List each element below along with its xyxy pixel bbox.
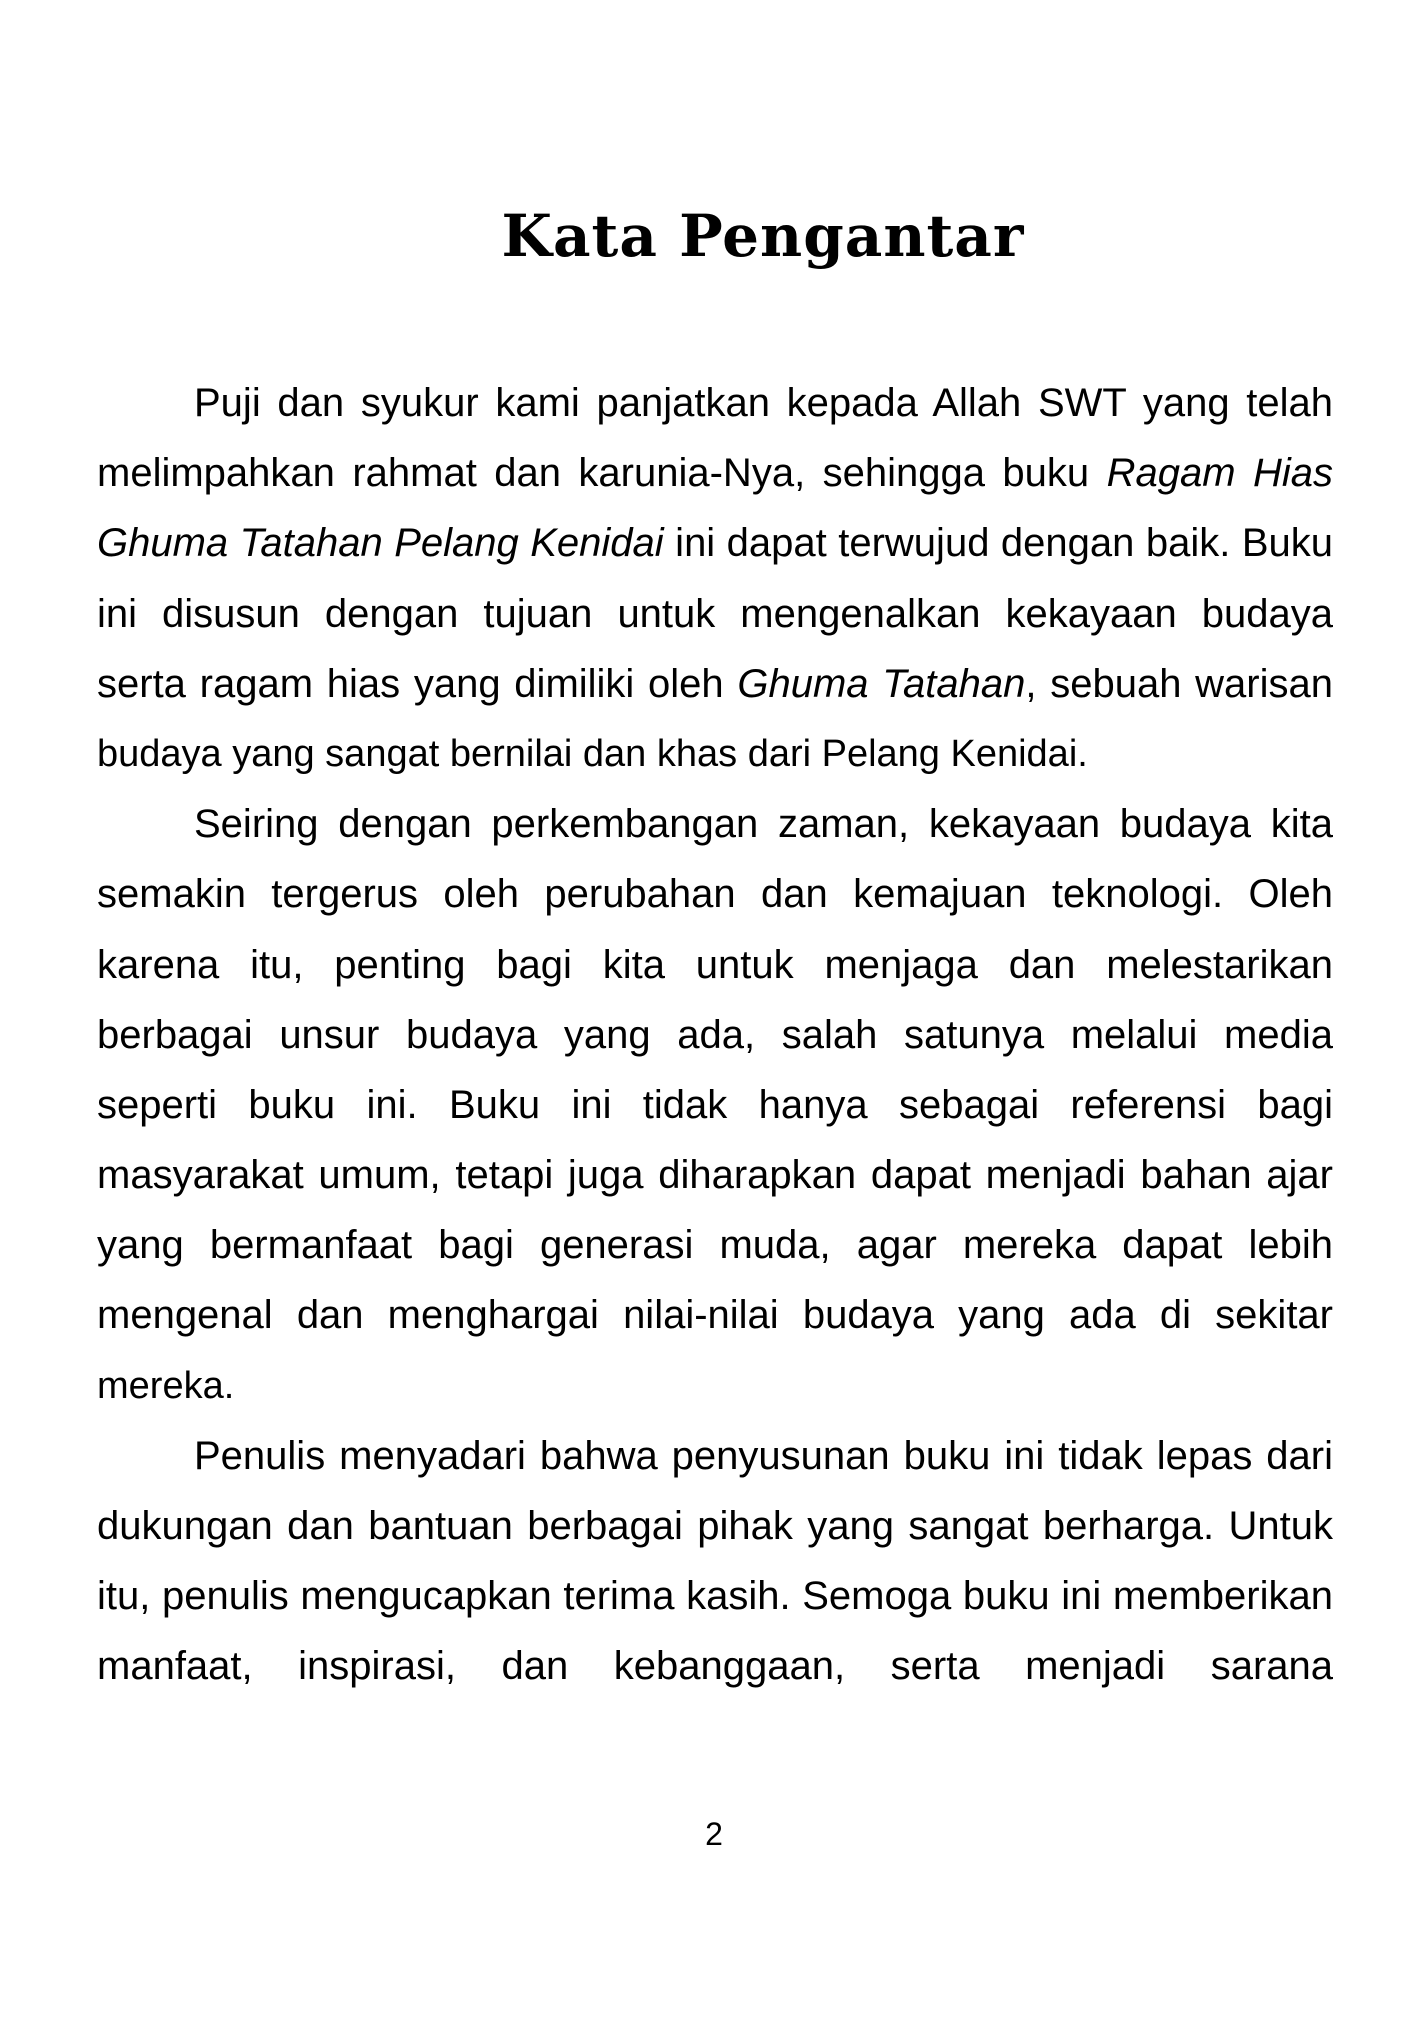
text-line <box>97 930 1333 1000</box>
paragraph <box>97 789 1333 1421</box>
text-line <box>97 1070 1333 1140</box>
text-line <box>97 1561 1333 1631</box>
text-line <box>97 1140 1333 1210</box>
text-segment: dukungan dan bantuan berbagai pihak yang sangat berharga. Untuk <box>97 1504 1333 1548</box>
text-segment: berbagai unsur budaya yang ada, salah satunya melalui media <box>97 1012 1333 1057</box>
text-segment: itu, penulis mengucapkan terima kasih. Semoga buku ini memberikan <box>97 1574 1333 1619</box>
text-line <box>97 859 1333 929</box>
text-line <box>97 1351 1333 1421</box>
italic-text: Ghuma Tatahan Pelang Kenidai <box>97 521 664 566</box>
italic-text: Ghuma Tatahan <box>737 661 1026 706</box>
body-text <box>97 368 1333 1702</box>
text-segment: budaya yang sangat bernilai dan khas dari Pelang Kenidai. <box>97 732 1088 775</box>
text-line <box>97 719 1333 789</box>
text-segment: Seiring dengan perkembangan zaman, kekayaan budaya kita <box>194 802 1333 847</box>
text-segment: Puji dan syukur kami panjatkan kepada Allah SWT yang telah <box>194 381 1333 425</box>
text-segment: mereka. <box>97 1364 235 1407</box>
text-segment: melimpahkan rahmat dan karunia-Nya, sehingga buku <box>97 451 1107 496</box>
text-segment: mengenal dan menghargai nilai-nilai budaya yang ada di sekitar <box>97 1293 1333 1338</box>
paragraph <box>97 1421 1333 1702</box>
text-line <box>97 579 1333 649</box>
text-segment: Penulis menyadari bahwa penyusunan buku ini tidak lepas dari <box>194 1433 1333 1478</box>
text-line <box>97 508 1333 578</box>
text-line <box>97 789 1333 859</box>
text-line <box>97 1000 1333 1070</box>
text-segment: ini disusun dengan tujuan untuk mengenalkan kekayaan budaya <box>97 591 1333 636</box>
text-line <box>97 368 1333 438</box>
text-segment: , sebuah warisan <box>1025 661 1333 706</box>
text-line <box>97 1280 1333 1350</box>
text-segment: manfaat, inspirasi, dan kebanggaan, serta menjadi sarana <box>97 1644 1333 1689</box>
text-line <box>97 1491 1333 1561</box>
text-segment: serta ragam hias yang dimiliki oleh <box>97 661 738 706</box>
text-segment: seperti buku ini. Buku ini tidak hanya sebagai referensi bagi <box>97 1082 1333 1127</box>
paragraph <box>97 368 1333 789</box>
text-line <box>97 1631 1333 1701</box>
text-segment: ini dapat terwujud dengan baik. Buku <box>663 521 1333 566</box>
text-segment: karena itu, penting bagi kita untuk menjaga dan melestarikan <box>97 942 1333 987</box>
text-segment: semakin tergerus oleh perubahan dan kemajuan teknologi. Oleh <box>97 872 1333 917</box>
text-line <box>97 1421 1333 1491</box>
text-segment: yang bermanfaat bagi generasi muda, agar mereka dapat lebih <box>97 1223 1333 1268</box>
text-segment: masyarakat umum, tetapi juga diharapkan dapat menjadi bahan ajar <box>97 1153 1333 1198</box>
page-number: 2 <box>705 1816 723 1852</box>
text-line <box>97 649 1333 719</box>
italic-text: Ragam Hias <box>1106 451 1333 496</box>
text-line <box>97 1210 1333 1280</box>
page-title: Kata Pengantar <box>501 202 1025 270</box>
text-line <box>97 438 1333 508</box>
